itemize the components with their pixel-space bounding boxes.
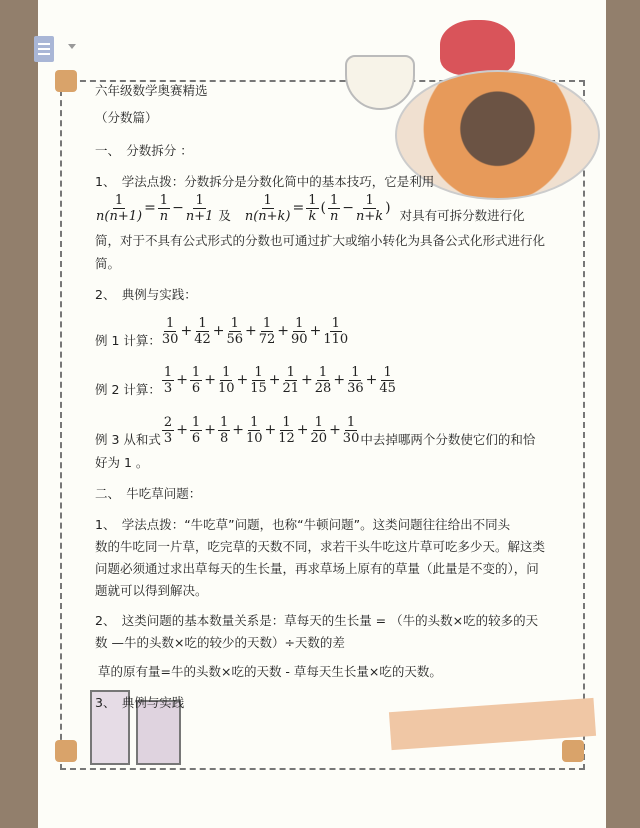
fraction: $\frac{1}{12}$ bbox=[278, 415, 295, 446]
doc-title: 六年级数学奥赛精选 bbox=[95, 83, 208, 98]
paragraph: 2、 这类问题的基本数量关系是：草每天的生长量 = （牛的头数×吃的较多的天 bbox=[95, 613, 539, 628]
fraction: $\frac{1}{110}$ bbox=[323, 316, 349, 347]
fraction: $\frac{1}{42}$ bbox=[194, 316, 211, 347]
fraction: $\frac{1}{n}$ bbox=[329, 193, 339, 224]
fraction: $\frac{1}{k}$ bbox=[308, 193, 317, 224]
fraction: $\frac{1}{n+k}$ bbox=[356, 193, 384, 224]
paragraph-tail: 对具有可拆分数进行化 bbox=[399, 208, 525, 223]
doc-subtitle: （分数篇） bbox=[95, 110, 158, 125]
teapot-illustration bbox=[440, 20, 515, 75]
fraction: $\frac{1}{10}$ bbox=[217, 365, 235, 396]
fraction: $\frac{1}{45}$ bbox=[379, 365, 396, 396]
fraction: $\frac{1}{21}$ bbox=[282, 365, 300, 396]
conjunction: 及 bbox=[218, 208, 231, 223]
section-heading: 一、 分数拆分 ： bbox=[95, 143, 193, 158]
frame-corner bbox=[55, 740, 77, 762]
fraction: $\frac{1}{n}$ bbox=[159, 193, 169, 224]
fraction: $\frac{1}{56}$ bbox=[226, 316, 244, 347]
fraction: $\frac{1}{30}$ bbox=[161, 316, 179, 347]
chevron-down-icon[interactable] bbox=[68, 44, 76, 49]
example-2: 例 2 计算： $\frac{1}{3}$ + $\frac{1}{6}$ + $\frac{1}{10}$ + $\frac{1}{15}$ + $\frac{1}{21}$ + $\frac{1}{28}$ + $\frac{1}{36}$ + $\frac{1}{45}$ bbox=[95, 365, 396, 397]
paragraph: 数 —牛的头数×吃的较少的天数）÷天数的差 bbox=[95, 635, 345, 650]
fraction: $\frac{1}{30}$ bbox=[342, 415, 360, 446]
fraction: $\frac{1}{6}$ bbox=[191, 415, 201, 446]
paragraph: 问题必须通过求出草每天的生长量，再求草场上原有的草量（此量是不变的），问 bbox=[95, 561, 539, 576]
fraction: $\frac{1}{36}$ bbox=[347, 365, 364, 396]
paragraph: 3、 典例与实践 bbox=[95, 695, 185, 710]
example-3: 例 3 从和式 $\frac{2}{3}$ + $\frac{1}{6}$ + $\frac{1}{8}$ + $\frac{1}{10}$ + $\frac{1}{12}$ + $\frac{1}{20}$ + $\frac{1}{30}$ 中去掉哪两个分数使它们的和恰 bbox=[95, 415, 536, 447]
fraction: $\frac{1}{20}$ bbox=[310, 415, 328, 446]
fraction: $\frac{2}{3}$ bbox=[163, 415, 173, 446]
fraction: $\frac{1}{72}$ bbox=[258, 316, 276, 347]
fraction: $\frac{1}{n(n+1)}$ bbox=[96, 193, 143, 224]
paragraph: 1、 学法点拨：分数拆分是分数化简中的基本技巧，它是利用 bbox=[95, 174, 435, 189]
fraction: $\frac{1}{6}$ bbox=[191, 365, 201, 396]
fraction: $\frac{1}{n+1}$ bbox=[185, 193, 214, 224]
fraction: $\frac{1}{3}$ bbox=[163, 365, 173, 396]
paragraph: 好为 1 。 bbox=[95, 455, 149, 470]
fraction: $\frac{1}{10}$ bbox=[245, 415, 263, 446]
fraction: $\frac{1}{8}$ bbox=[219, 415, 229, 446]
fraction: $\frac{1}{90}$ bbox=[291, 316, 308, 347]
formula-row: $\frac{1}{n(n+1)}$ = $\frac{1}{n}$ − $\frac{1}{n+1}$ 及 $\frac{1}{n(n+k)}$ = $\frac{1}{k}$ ( $\frac{1}{n}$ − $\frac{1}{n+k}$ ) 对具有可拆分数进行化 bbox=[96, 193, 525, 224]
paragraph: 2、 典例与实践： bbox=[95, 287, 197, 302]
fraction: $\frac{1}{15}$ bbox=[250, 365, 267, 396]
frame-corner bbox=[55, 70, 77, 92]
document-icon[interactable] bbox=[34, 36, 54, 62]
paragraph: 简，对于不具有公式形式的分数也可通过扩大或缩小转化为具备公式化形式进行化 bbox=[95, 233, 546, 248]
frame-corner bbox=[562, 740, 584, 762]
paragraph: 简。 bbox=[95, 256, 121, 271]
paragraph: 题就可以得到解决。 bbox=[95, 583, 208, 598]
fraction: $\frac{1}{28}$ bbox=[314, 365, 332, 396]
section-heading: 二、 牛吃草问题： bbox=[95, 486, 202, 501]
example-1: 例 1 计算： $\frac{1}{30}$ + $\frac{1}{42}$ + $\frac{1}{56}$ + $\frac{1}{72}$ + $\frac{1}{90}$ + $\frac{1}{110}$ bbox=[95, 316, 349, 348]
paragraph: 1、 学法点拨：“牛吃草”问题，也称“牛顿问题”。这类问题往往给出不同头 bbox=[95, 517, 511, 532]
paragraph: 草的原有量=牛的头数×吃的天数 - 草每天生长量×吃的天数。 bbox=[98, 664, 442, 679]
fraction: $\frac{1}{n(n+k)}$ bbox=[244, 193, 291, 224]
paragraph: 数的牛吃同一片草，吃完草的天数不同，求若干头牛吃这片草可吃多少天。解这类 bbox=[95, 539, 546, 554]
